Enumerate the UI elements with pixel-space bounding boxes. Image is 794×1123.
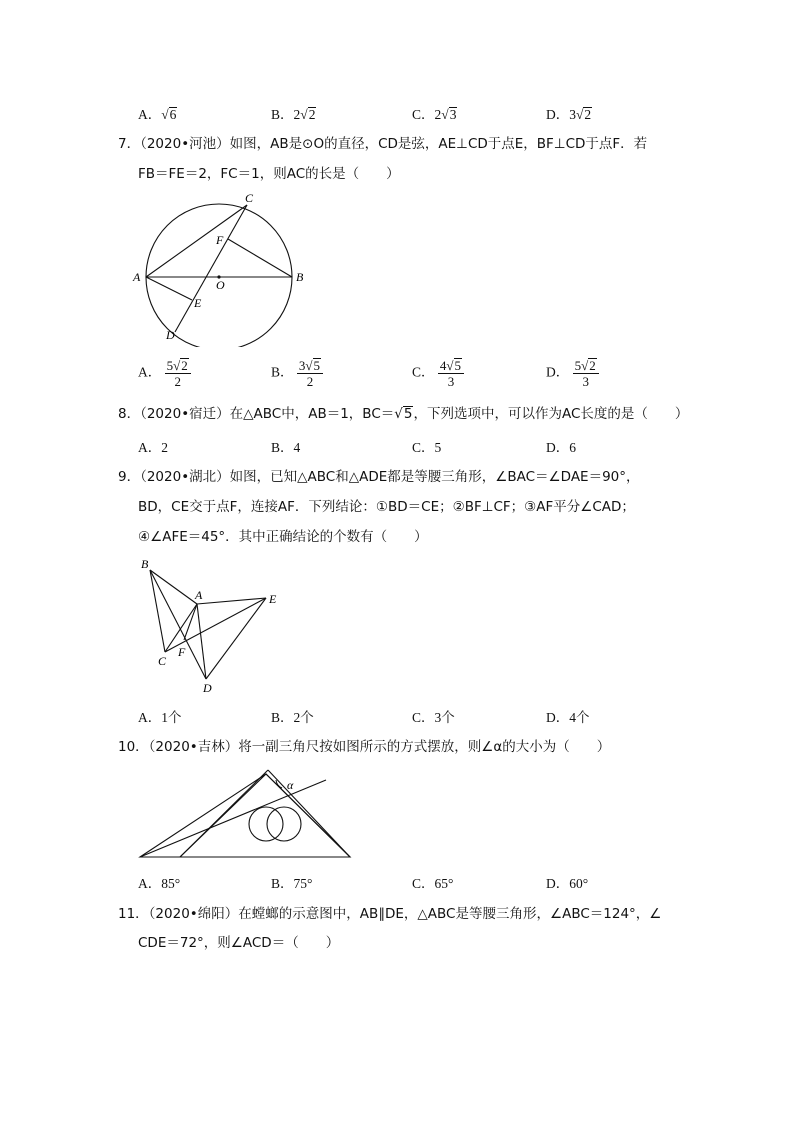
q7-segment-bf: [228, 239, 292, 277]
q7-segment-ae: [146, 277, 192, 300]
q9-option-c: C．3个: [412, 710, 455, 725]
q6-option-b: B．2√2: [271, 107, 316, 122]
q10-option-a: A．85°: [138, 876, 181, 891]
q9-label-a: A: [195, 588, 203, 602]
q7-option-a: A． $\frac{5√2}{2}$: [138, 358, 191, 389]
q9-segment-af: [184, 604, 197, 640]
q9-segment-ed: [206, 598, 266, 679]
q7-label-a: A: [133, 270, 141, 284]
q8-line-1: 8．（2020•宿迁）在△ABC中，AB＝1，BC＝√5，下列选项中，可以作为AC长度的是（ ）: [118, 406, 689, 422]
q10-triangle-inner: [180, 774, 350, 857]
q7-line-2: FB＝FE＝2，FC＝1，则AC的长是（ ）: [138, 166, 400, 182]
q10-set-squares-figure: [136, 768, 356, 862]
q9-segment-ba: [150, 570, 197, 604]
q9-label-e: E: [269, 592, 277, 606]
q10-hole-left: [249, 807, 283, 841]
q10-option-c: C．65°: [412, 876, 454, 891]
q7-label-f: F: [216, 233, 224, 247]
q7-option-c: C． $\frac{4√5}{3}$: [412, 358, 464, 389]
q10-set-square-hypotenuse: [140, 780, 326, 857]
q8-option-b: B．4: [271, 440, 301, 455]
q10-line-1: 10．（2020•吉林）将一副三角尺按如图所示的方式摆放，则∠α的大小为（ ）: [118, 739, 611, 755]
q7-option-b: B． $\frac{3√5}{2}$: [271, 358, 323, 389]
q7-label-o: O: [216, 278, 225, 292]
q7-chord-cd: [175, 205, 247, 332]
q10-option-d: D．60°: [546, 876, 589, 891]
q7-option-d: D． $\frac{5√2}{3}$: [546, 358, 599, 389]
q9-line-1: 9．（2020•湖北）如图，已知△ABC和△ADE都是等腰三角形，∠BAC＝∠DAE＝90°，: [118, 469, 640, 485]
q10-hole-right: [267, 807, 301, 841]
q7-circle-figure: [130, 192, 320, 347]
q9-option-b: B．2个: [271, 710, 314, 725]
q8-option-c: C．5: [412, 440, 442, 455]
q9-segment-ad: [197, 604, 206, 679]
q8-option-a: A．2: [138, 440, 168, 455]
q9-line-2: BD，CE交于点F，连接AF．下列结论：①BD＝CE；②BF⊥CF；③AF平分∠CAD；: [138, 499, 635, 515]
q11-line-1: 11．（2020•绵阳）在螳螂的示意图中，AB∥DE，△ABC是等腰三角形，∠ABC＝124°，∠: [118, 906, 662, 922]
q9-label-b: B: [141, 557, 149, 571]
q9-segment-ce: [165, 598, 266, 652]
q9-label-c: C: [158, 654, 167, 668]
q10-triangle-edge: [180, 770, 268, 857]
q9-line-3: ④∠AFE＝45°．其中正确结论的个数有（ ）: [138, 529, 428, 545]
q8-option-d: D．6: [546, 440, 576, 455]
q9-label-d: D: [203, 681, 212, 695]
q7-label-c: C: [245, 192, 254, 205]
q9-segment-bc: [150, 570, 165, 652]
q9-option-d: D．4个: [546, 710, 590, 725]
q10-option-b: B．75°: [271, 876, 313, 891]
q10-label-alpha: α: [287, 778, 294, 792]
q6-option-a: A．√6: [138, 107, 177, 122]
q9-triangles-figure: [138, 556, 288, 696]
q6-option-d: D．3√2: [546, 107, 592, 122]
q7-label-b: B: [296, 270, 304, 284]
q7-line-1: 7．（2020•河池）如图，AB是⊙O的直径，CD是弦，AE⊥CD于点E，BF⊥CD于点F．若: [118, 136, 648, 152]
q11-line-2: CDE＝72°，则∠ACD＝（ ）: [138, 935, 340, 951]
q10-triangle-right-edge: [268, 770, 350, 857]
q9-label-f: F: [178, 645, 186, 659]
q7-label-d: D: [166, 328, 175, 342]
q9-option-a: A．1个: [138, 710, 182, 725]
q7-label-e: E: [194, 296, 202, 310]
q6-option-c: C．2√3: [412, 107, 457, 122]
